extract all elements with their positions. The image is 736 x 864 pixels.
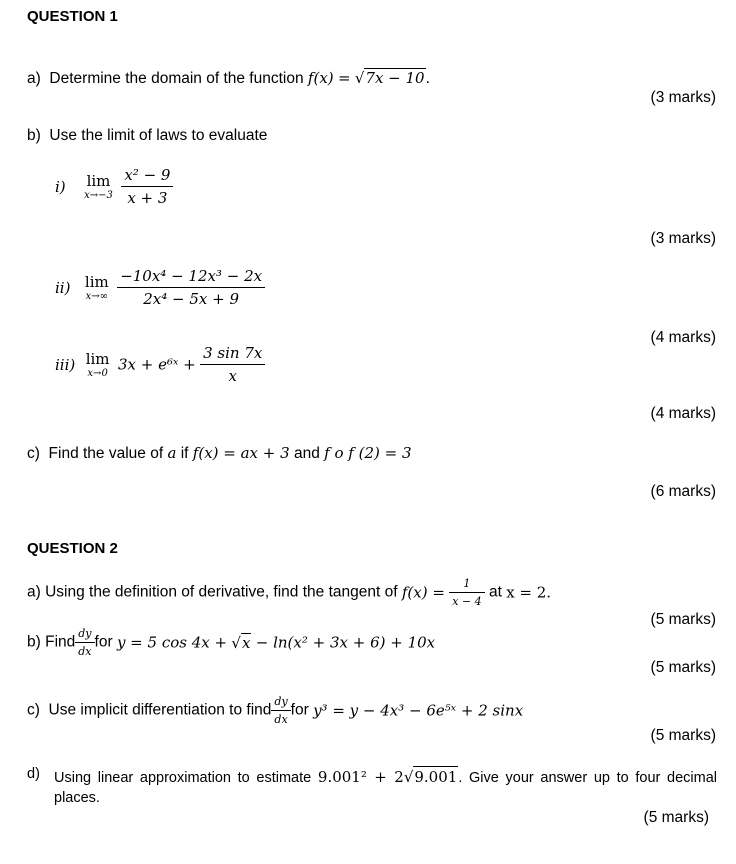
- q1b-ii-den: 2x⁴ − 5x + 9: [143, 290, 240, 308]
- q1a-label: a): [27, 70, 41, 87]
- q2b-radicand: x: [241, 634, 251, 652]
- q1b-i-marks: (3 marks): [650, 230, 716, 247]
- q1b-i-lim: [84, 172, 113, 201]
- q2c-text: Use implicit differentiation to find: [48, 701, 272, 719]
- q2d-label: d): [27, 766, 40, 782]
- q2b-for: for: [94, 633, 113, 651]
- q2a-den: x − 4: [452, 595, 482, 608]
- q1b-line: [27, 127, 267, 145]
- q2b-line: [27, 627, 435, 658]
- q1b-ii-marks: (4 marks): [650, 329, 716, 346]
- q1b-iii-num: 3 sin 7x: [200, 344, 265, 365]
- q1a-period: .: [425, 70, 430, 87]
- q1c-and: and: [293, 445, 320, 462]
- q1a-marks: (3 marks): [650, 89, 716, 106]
- q1b-iii-expr: 3x + e⁶ˣ +: [117, 355, 196, 374]
- q1b-iii-fraction: [200, 344, 265, 385]
- q2c-expr: y³ = y − 4x³ − 6e⁵ˣ + 2 sinx: [313, 701, 524, 720]
- q2b-label: b): [27, 633, 41, 651]
- q1b-i-label: i): [55, 177, 66, 196]
- q2b-find: Find: [45, 633, 76, 651]
- q2a-marks: (5 marks): [650, 611, 716, 628]
- q1b-iii: [55, 344, 265, 385]
- q2c-dx: dx: [274, 713, 288, 726]
- q2d-expr: 9.001² + 2: [317, 768, 404, 786]
- q1b-ii-lim-word: lim: [84, 273, 109, 291]
- q2c-dy: dy: [271, 695, 290, 711]
- q1c-func: f(x) = ax + 3: [192, 444, 290, 462]
- q1b-i-fraction: [121, 166, 173, 207]
- q2d-text: [54, 766, 717, 808]
- question-1-title: QUESTION 1: [27, 8, 118, 25]
- q1c-label: c): [27, 445, 40, 462]
- q1c-line: [27, 444, 412, 463]
- q1b-ii-lim: [85, 273, 109, 302]
- q2c-line: [27, 695, 523, 726]
- q2a-num: 1: [449, 577, 484, 593]
- q1b-iii-lim-word: lim: [85, 350, 110, 368]
- q1b-iii-den: x: [228, 367, 237, 385]
- q1b-i-den: x + 3: [127, 189, 168, 207]
- q1b-i-lim-sub: x→−3: [84, 190, 113, 201]
- q2a-fraction: [449, 577, 484, 608]
- q2c-derivative: [271, 695, 290, 726]
- q2a-label: a): [27, 583, 41, 601]
- q1c-comp: f o f (2) = 3: [324, 444, 412, 462]
- q1b-i-lim-word: lim: [86, 172, 111, 190]
- q2d-sqrt: √9.001: [403, 768, 458, 786]
- q2b-sqrt: √x: [231, 634, 251, 652]
- q1a-text: Determine the domain of the function: [49, 70, 304, 87]
- q1b-iii-lim: [86, 350, 110, 379]
- q2a-at: at: [488, 583, 502, 601]
- q2a-func: f(x) =: [401, 583, 445, 602]
- q2d-radicand: 9.001: [414, 768, 458, 786]
- q2d-text2: . Give your answer up to four decimal places.: [54, 770, 718, 806]
- q2c-label: c): [27, 701, 40, 719]
- q2b-dx: dx: [78, 645, 92, 658]
- q1b-text: Use the limit of laws to evaluate: [49, 127, 268, 144]
- q1b-iii-lim-sub: x→0: [87, 368, 108, 379]
- q1b-ii: [55, 267, 265, 308]
- q1a-line: [27, 68, 430, 88]
- q2d-marks: (5 marks): [643, 809, 709, 826]
- q2a-text: Using the definition of derivative, find the tangent of: [45, 583, 398, 601]
- q2b-expr1: y = 5 cos 4x +: [116, 633, 228, 652]
- q2a-line: [27, 577, 551, 608]
- q2d-text1: Using linear approximation to estimate: [54, 770, 312, 786]
- q2c-marks: (5 marks): [650, 727, 716, 744]
- q1b-ii-label: ii): [55, 278, 71, 297]
- q2b-derivative: [75, 627, 94, 658]
- q1a-func: f(x): [307, 69, 334, 87]
- q1b-ii-lim-sub: x→∞: [85, 291, 108, 302]
- q1a-eq: =: [337, 69, 351, 87]
- q1c-text: Find the value of: [48, 445, 164, 462]
- q1c-var: a: [167, 444, 177, 462]
- q1b-i-num: x² − 9: [121, 166, 173, 187]
- q1a-radicand: 7x − 10: [365, 69, 425, 87]
- q1b-label: b): [27, 127, 41, 144]
- q1b-ii-fraction: [117, 267, 265, 308]
- q1a-sqrt: √7x − 10: [354, 69, 425, 87]
- q1b-iii-marks: (4 marks): [650, 405, 716, 422]
- q2a-point: x = 2.: [506, 583, 552, 602]
- q1c-if: if: [180, 445, 189, 462]
- q2b-expr2: − ln(x² + 3x + 6) + 10x: [255, 633, 436, 652]
- q1b-iii-label: iii): [55, 355, 76, 374]
- q2b-dy: dy: [75, 627, 94, 643]
- question-2-title: QUESTION 2: [27, 540, 118, 557]
- q2b-marks: (5 marks): [650, 659, 716, 676]
- q2c-for: for: [290, 701, 309, 719]
- q1c-marks: (6 marks): [650, 483, 716, 500]
- q1b-i: [55, 166, 173, 207]
- q1b-ii-num: −10x⁴ − 12x³ − 2x: [117, 267, 265, 288]
